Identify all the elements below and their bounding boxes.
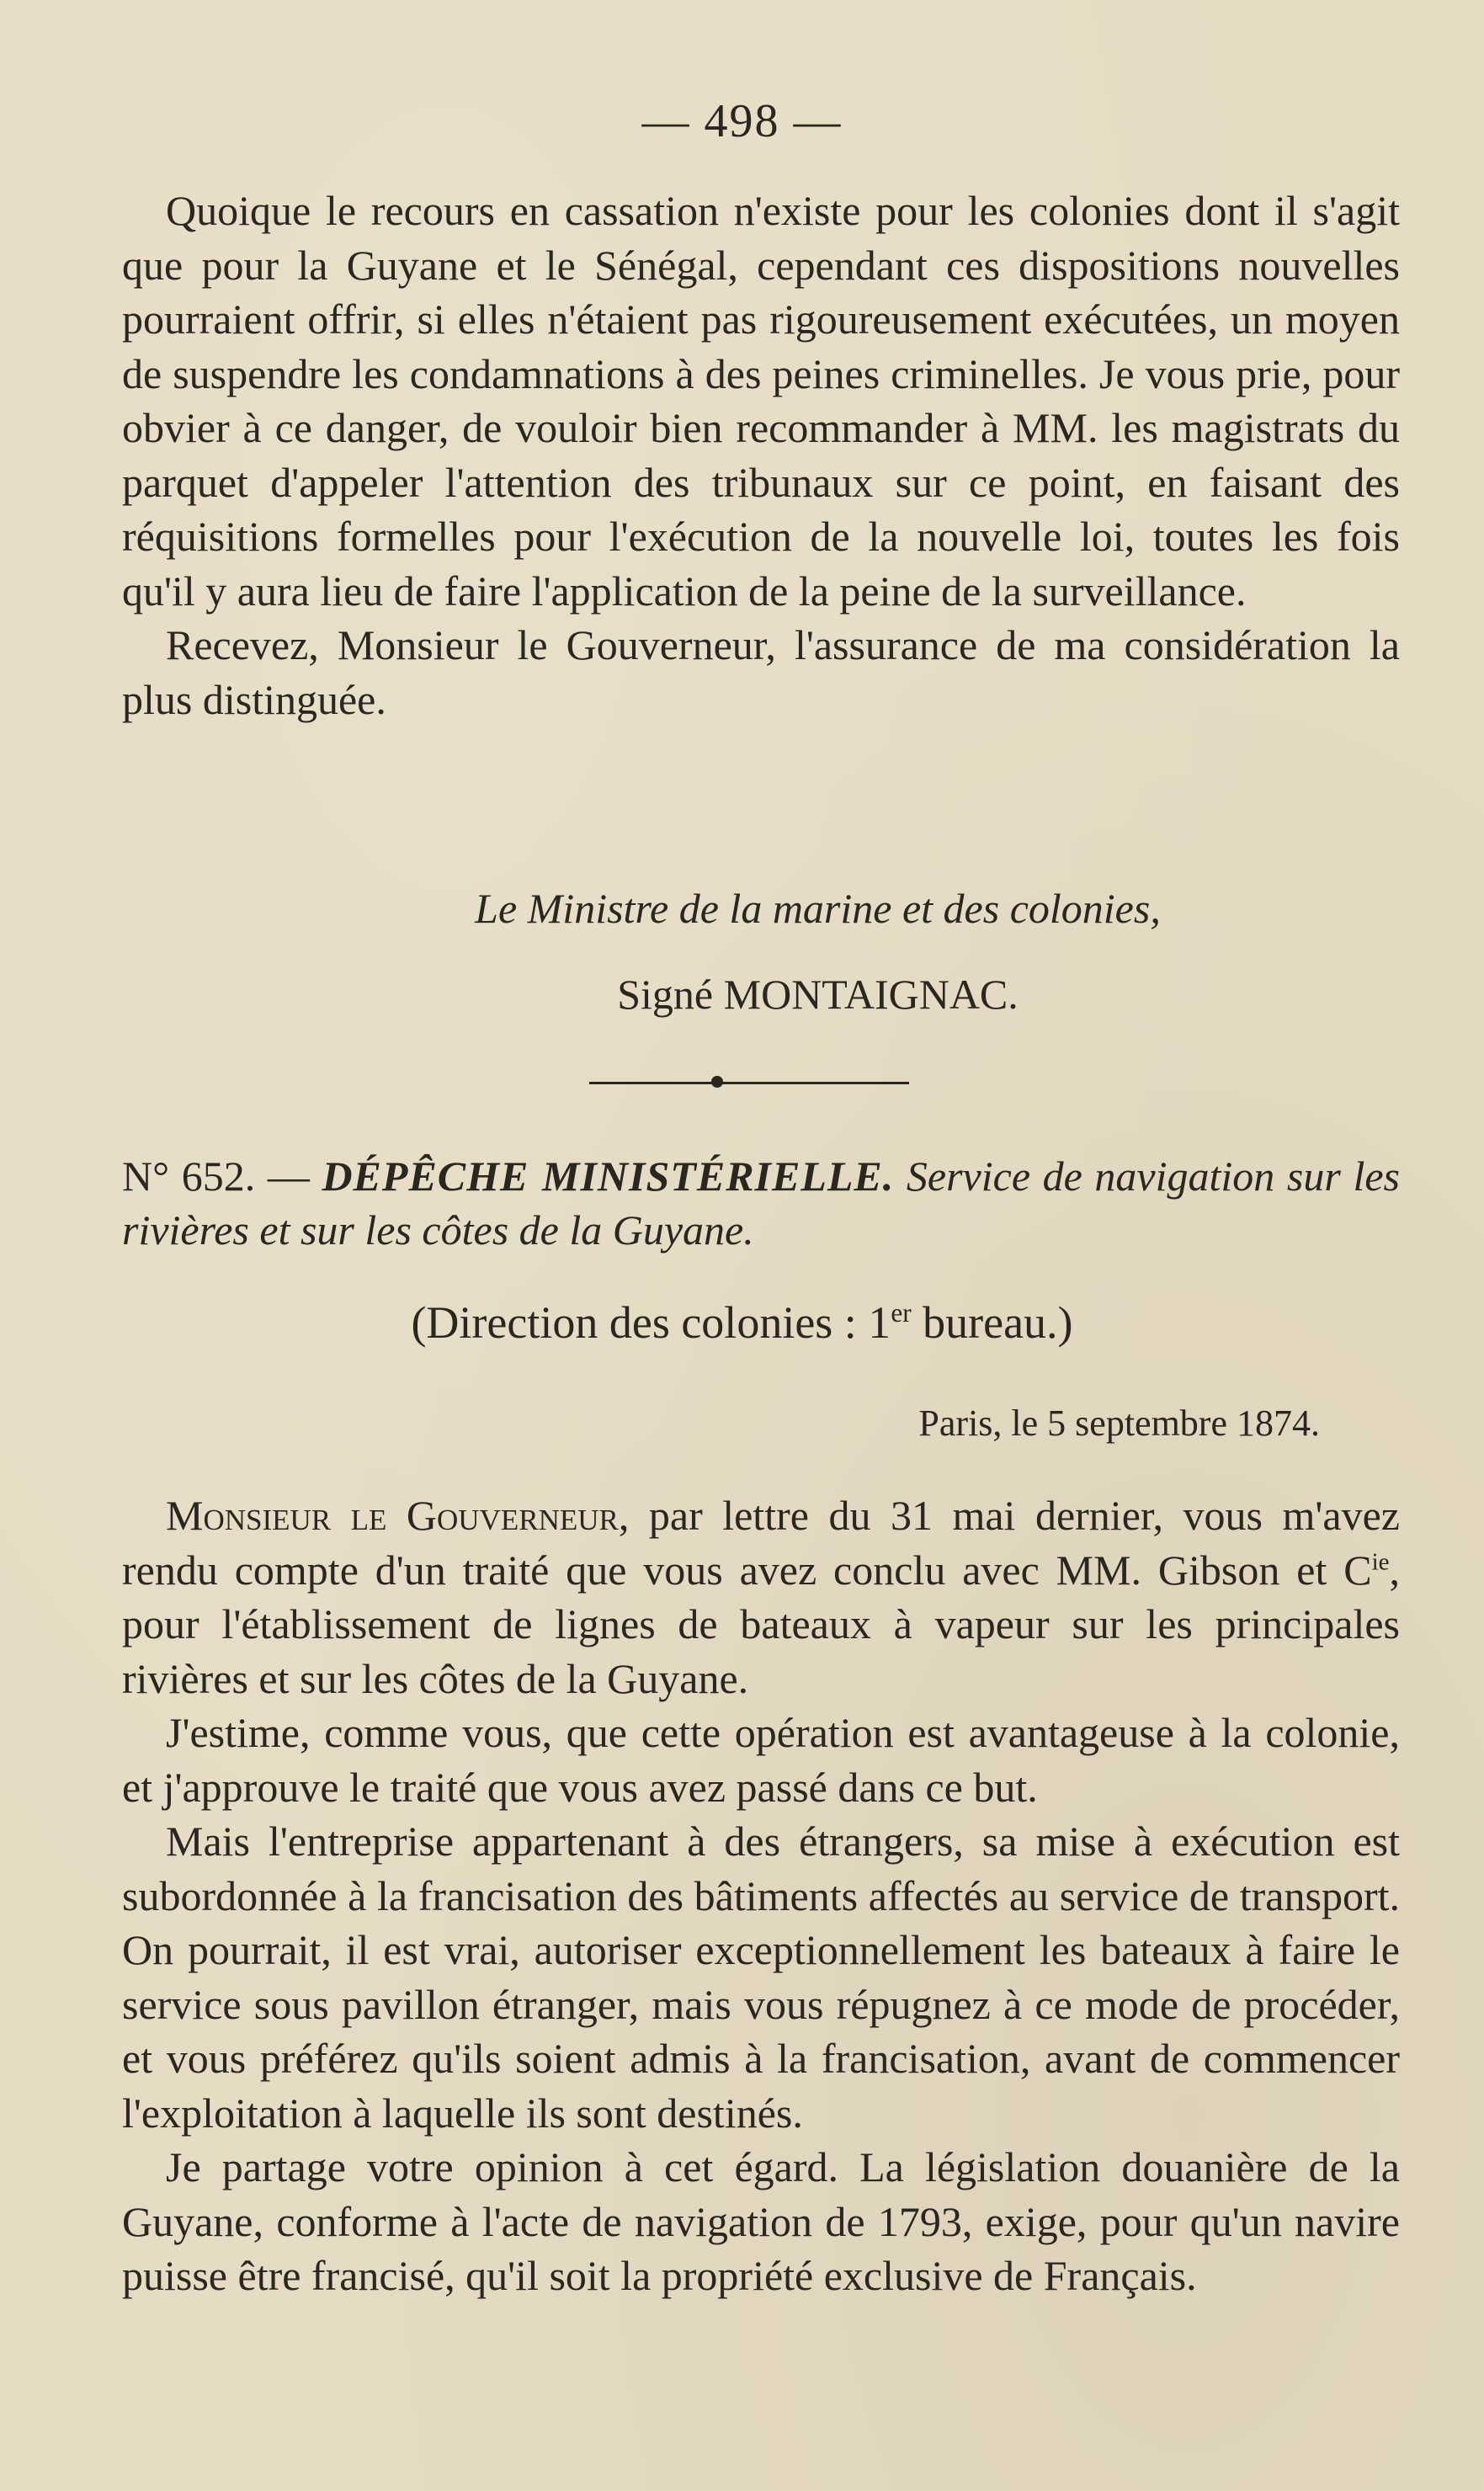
first-paragraph-after-sup: , pour l'établissement de lignes de bateaux à vapeur sur les principales rivières et sur les côtes de la Guyane.: [122, 1546, 1400, 1702]
paragraph-francisation: Mais l'entreprise appartenant à des étrangers, sa mise à exécution est subordonnée à la francisation des bâtiments affectés au service de transport. On pourrait, il est vrai, autoriser exceptionnellement les bateaux à faire le service sous pavillon étranger, mais vous répugnez à ce mode de procéder, et vous préférez qu'ils soient admis à la francisation, avant de commencer l'exploitation à laquelle ils sont destinés.: [122, 1818, 1400, 2137]
company-sup: ie: [1371, 1548, 1390, 1576]
document-number: N° 652. —: [122, 1152, 322, 1200]
letter-body: [122, 1488, 1400, 2303]
document-label: DÉPÊCHE MINISTÉRIELLE.: [322, 1152, 895, 1200]
paragraph-legislation: Je partage votre opinion à cet égard. La législation douanière de la Guyane, conforme à l'acte de navigation de 1793, exige, pour qu'un navire puisse être francisé, qu'il soit la propriété exclusive de Français.: [122, 2143, 1400, 2299]
document-heading: [122, 1149, 1400, 1257]
continued-letter-text: [122, 184, 1400, 727]
signature-line: [0, 970, 1484, 1019]
dateline: Paris, le 5 septembre 1874.: [918, 1403, 1320, 1444]
signed-prefix: Signé: [617, 971, 724, 1018]
direction-line: [0, 1296, 1484, 1349]
direction-after: bureau.): [911, 1297, 1073, 1348]
divider-ornament: [711, 1076, 723, 1088]
first-paragraph-before-sup: , par lettre du 31 mai dernier, vous m'avez rendu compte d'un traité que vous avez conclu avec MM. Gibson et C: [122, 1492, 1400, 1594]
document-subject: Service de navigation sur les rivières et sur les côtes de la Guyane.: [122, 1152, 1400, 1253]
section-divider: [589, 1082, 909, 1084]
paragraph-salutation: [122, 1488, 1400, 1706]
direction-sup: er: [891, 1298, 912, 1328]
direction-before: (Direction des colonies : 1: [411, 1297, 891, 1348]
signatory-name: MONTAIGNAC.: [723, 971, 1019, 1018]
signature-title: Le Ministre de la marine et des colonies,: [475, 885, 1161, 932]
paragraph-closing: Recevez, Monsieur le Gouverneur, l'assurance de ma considération la plus distinguée.: [122, 621, 1400, 723]
paragraph-approval: J'estime, comme vous, que cette opération est avantageuse à la colonie, et j'approuve le traité que vous avez passé dans ce but.: [122, 1709, 1400, 1811]
paragraph-cassation: Quoique le recours en cassation n'existe pour les colonies dont il s'agit que pour la Guyane et le Sénégal, cependant ces dispositions nouvelles pourraient offrir, si elles n'étaient pas rigoureusement exécutées, un moyen de suspendre les condamnations à des peines criminelles. Je vous prie, pour obvier à ce danger, de vouloir bien recommander à MM. les magistrats du parquet d'appeler l'attention des tribunaux sur ce point, en faisant des réquisitions formelles pour l'exécution de la nouvelle loi, toutes les fois qu'il y aura lieu de faire l'application de la peine de la surveillance.: [122, 187, 1400, 615]
salutation: Monsieur le Gouverneur: [166, 1492, 619, 1539]
page-number: — 498 —: [641, 95, 843, 147]
